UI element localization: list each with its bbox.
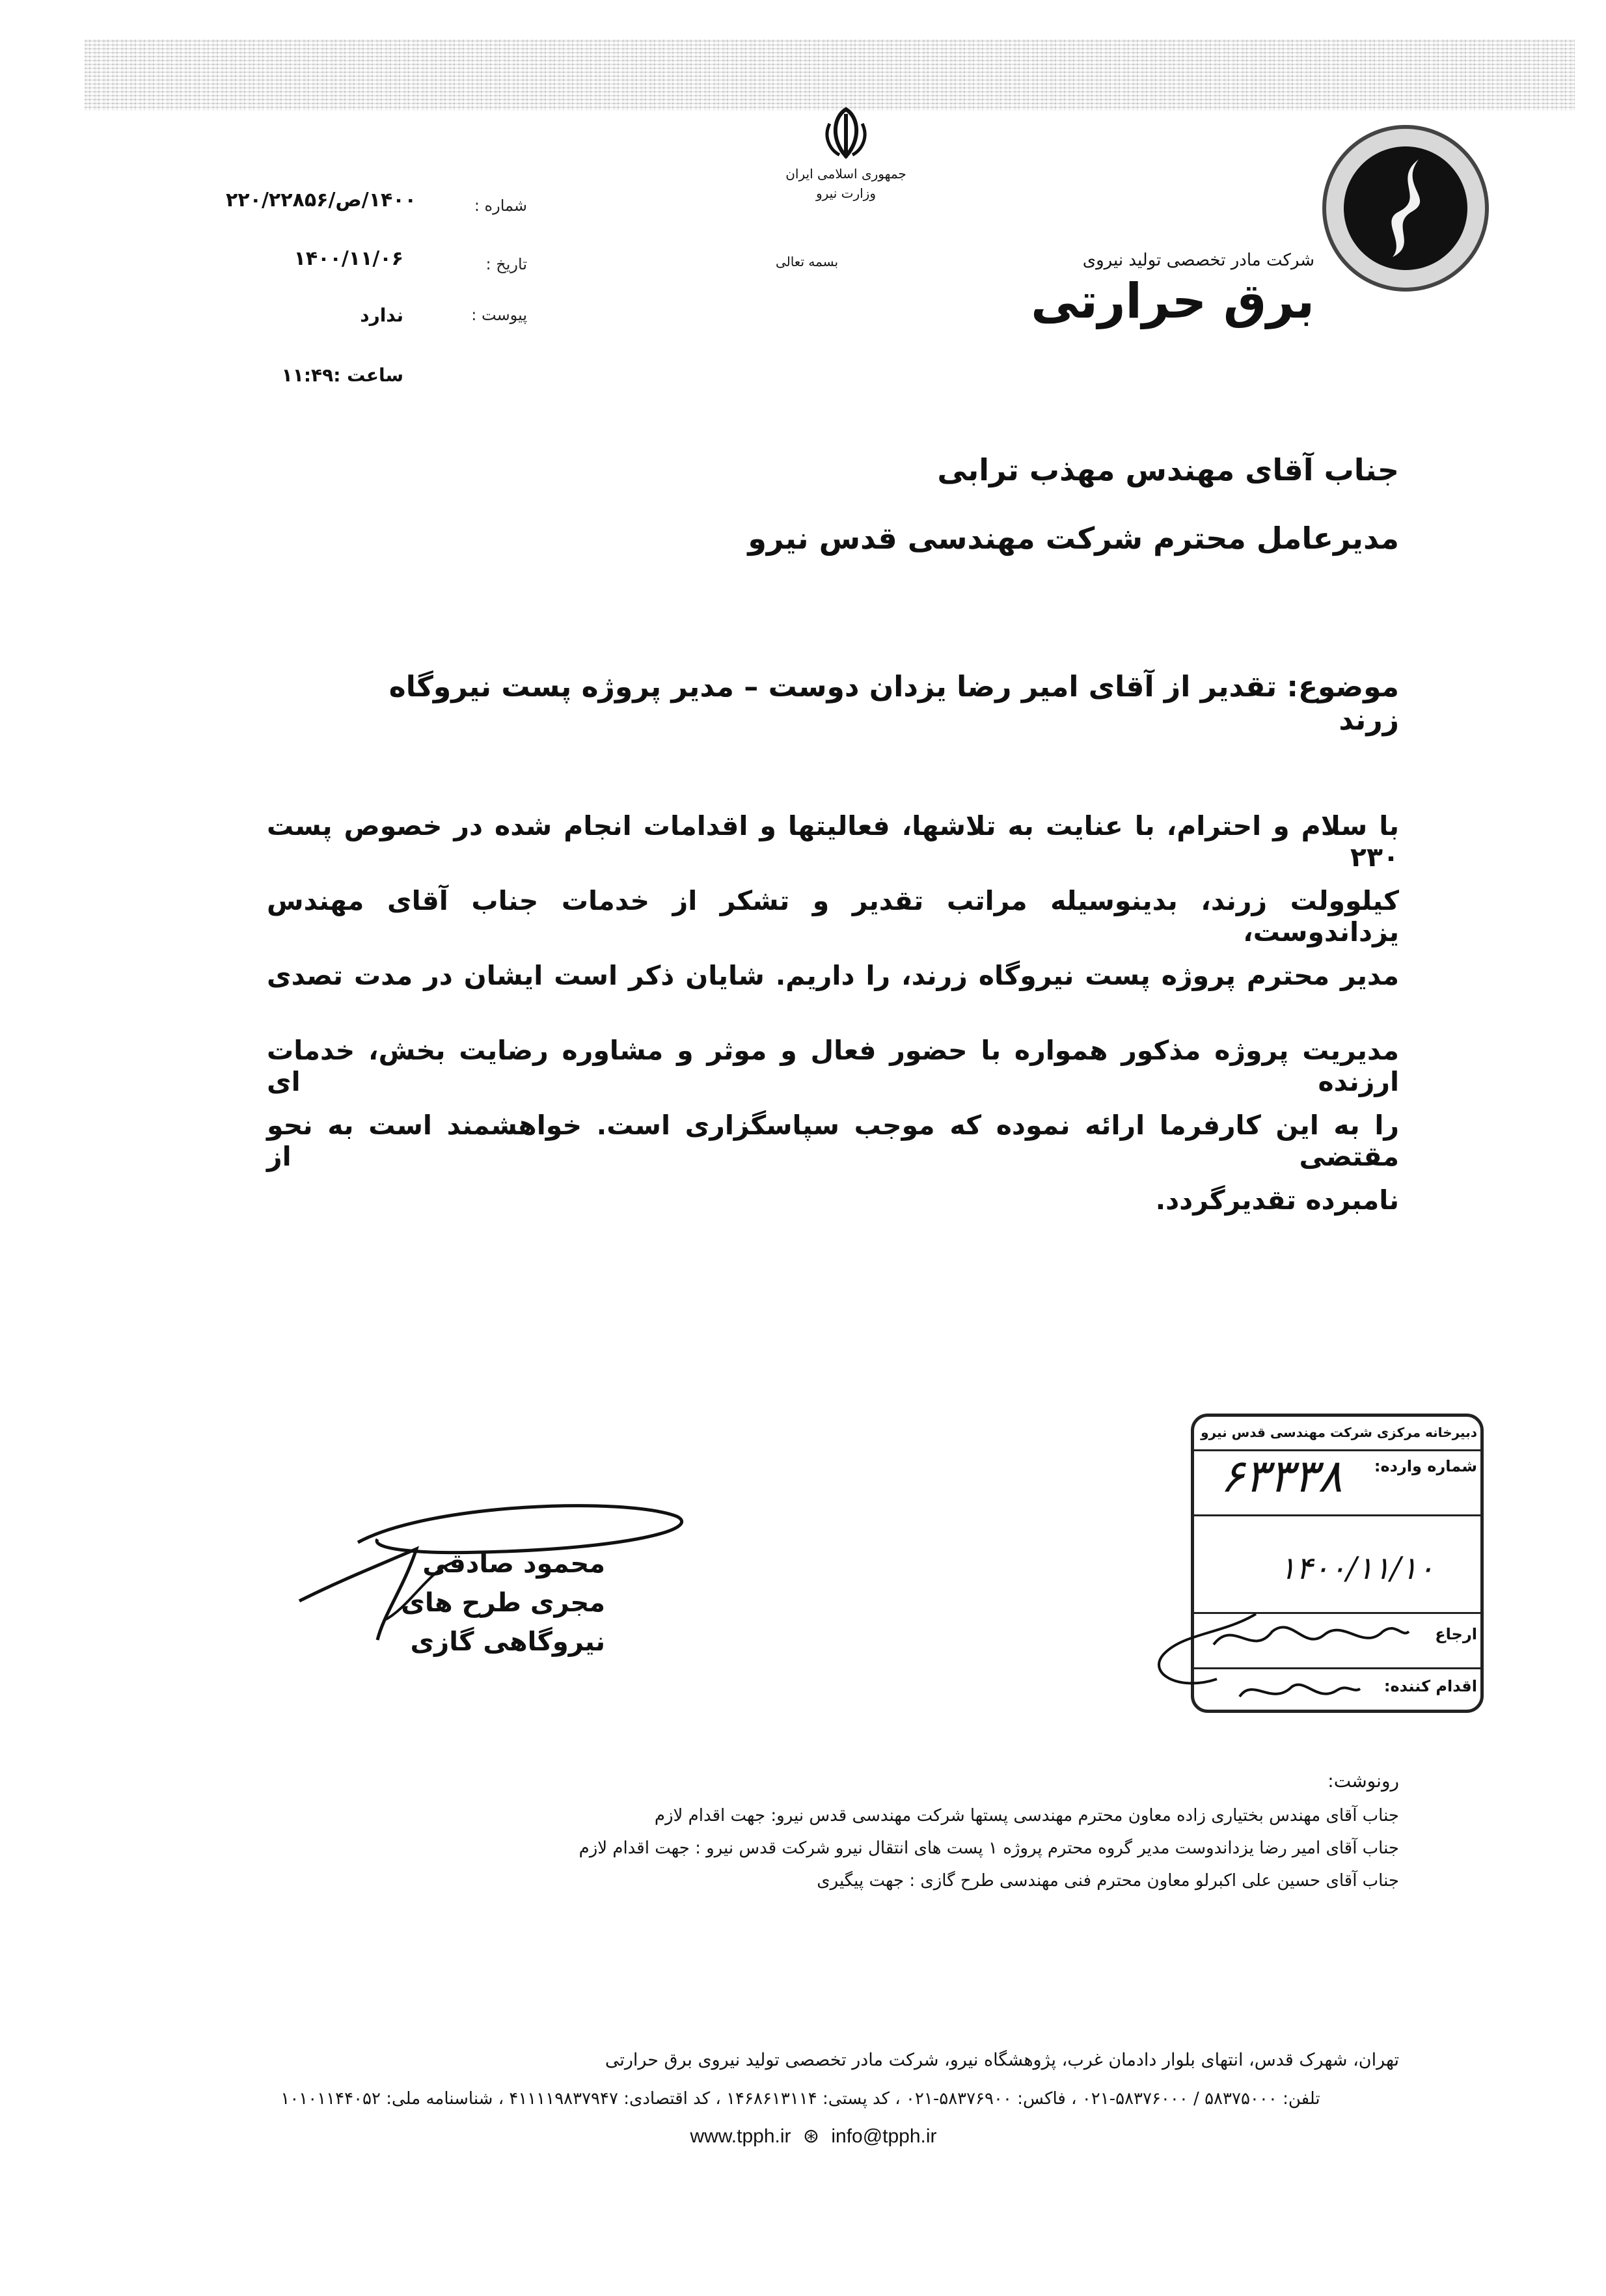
emblem-caption-2: وزارت نیرو bbox=[815, 185, 876, 201]
body-line-6: نامبرده تقدیرگردد. bbox=[1155, 1184, 1399, 1216]
footer-web[interactable]: www.tpph.ir bbox=[690, 2125, 791, 2147]
stamp-office: دبیرخانه مرکزی شرکت مهندسی قدس نیرو bbox=[1201, 1425, 1477, 1440]
body-line-5: را به این کارفرما ارائه نموده که موجب سپاسگزاری است. خواهشمند است به نحو مقتضی از bbox=[267, 1110, 1399, 1172]
body-line-4: مدیریت پروژه مذکور همواره با حضور فعال و موثر و مشاوره رضایت بخش، خدمات ارزنده ای bbox=[267, 1035, 1399, 1097]
number-label: شماره : bbox=[474, 197, 527, 215]
recipient-line-1: جناب آقای مهندس مهذب ترابی bbox=[937, 452, 1399, 487]
stamp-incoming-value: ۶۳۳۳۸ bbox=[1220, 1449, 1342, 1503]
emblem-icon bbox=[817, 104, 875, 163]
time-value: ساعت :۱۱:۴۹ bbox=[281, 364, 403, 386]
footer-address: تهران، شهرک قدس، انتهای بلوار دادمان غرب، پژوهشگاه نیرو، شرکت مادر تخصصی تولید نیروی برق حرارتی bbox=[605, 2050, 1399, 2070]
company-logo-icon bbox=[1321, 114, 1490, 303]
attachment-label: پیوست : bbox=[471, 306, 527, 324]
date-value: ۱۴۰۰/۱۱/۰۶ bbox=[293, 247, 403, 270]
cc-line-3: جناب آقای حسین علی اکبرلو معاون محترم فنی مهندسی طرح گازی : جهت پیگیری bbox=[817, 1871, 1399, 1891]
stamp-divider-2 bbox=[1194, 1514, 1480, 1516]
footer-separator-icon: ⊛ bbox=[802, 2125, 819, 2147]
footer-web-row bbox=[586, 2125, 1041, 2148]
subject-line: موضوع: تقدیر از آقای امیر رضا یزدان دوست – مدیر پروژه پست نیروگاه زرند bbox=[388, 670, 1399, 737]
recipient-line-2: مدیرعامل محترم شرکت مهندسی قدس نیرو bbox=[748, 521, 1399, 556]
stamp-margin-scribble-icon bbox=[1126, 1607, 1269, 1699]
cc-line-1: جناب آقای مهندس بختیاری زاده معاون محترم مهندسی پستها شرکت مهندسی قدس نیرو: جهت اقدام لازم bbox=[654, 1806, 1399, 1825]
body-line-2: کیلوولت زرند، بدینوسیله مراتب تقدیر و تشکر از خدمات جناب آقای مهندس یزداندوست، bbox=[267, 885, 1399, 948]
cc-line-2: جناب آقای امیر رضا یزداندوست مدیر گروه محترم پروژه ۱ پست های انتقال نیرو شرکت قدس نیرو : جهت اقدام لازم bbox=[578, 1838, 1399, 1858]
body-line-1: با سلام و احترام، با عنایت به تلاشها، فعالیتها و اقدامات انجام شده در خصوص پست ۲۳۰ bbox=[267, 810, 1399, 873]
body-line-3: مدیر محترم پروژه پست نیروگاه زرند، را داریم. شایان ذکر است ایشان در مدت تصدی bbox=[267, 960, 1399, 991]
number-value: ۱۴۰۰/ص/۲۲۰/۲۲۸۵۶ bbox=[226, 189, 416, 212]
footer-contact: تلفن: ۵۸۳۷۵۰۰۰ / ۵۸۳۷۶۰۰۰-۰۲۱ ، فاکس: ۵۸۳۷۶۹۰۰-۰۲۱ ، کد پستی: ۱۴۶۸۶۱۳۱۱۴ ، کد اقتصادی: ۴۱۱۱۱۹۸۳۷۹۴۷ ، شناسنامه ملی: ۱۰۱۰۱۱۴۴۰۵۲ bbox=[280, 2089, 1320, 2109]
stamp-incoming-label: شماره وارده: bbox=[1374, 1457, 1477, 1475]
signatory-name: محمود صادقی bbox=[422, 1549, 605, 1579]
invocation: بسمه تعالی bbox=[775, 254, 839, 269]
cc-title: رونوشت: bbox=[1327, 1770, 1399, 1792]
company-name: برق حرارتی bbox=[1031, 273, 1314, 329]
emblem-caption-1: جمهوری اسلامی ایران bbox=[785, 166, 906, 182]
scan-noise-overlay bbox=[85, 39, 1575, 111]
stamp-date-value: ۱۴۰۰/۱۱/۱۰ bbox=[1279, 1550, 1435, 1587]
signatory-title-2: نیروگاهی گازی bbox=[410, 1627, 605, 1657]
stamp-referral-label: ارجاع bbox=[1435, 1625, 1477, 1643]
company-descriptor: شرکت مادر تخصصی تولید نیروی bbox=[1082, 251, 1314, 270]
footer-email[interactable]: info@tpph.ir bbox=[831, 2125, 937, 2147]
stamp-action-label: اقدام کننده: bbox=[1383, 1677, 1477, 1695]
attachment-value: ندارد bbox=[360, 305, 403, 326]
signatory-title-1: مجری طرح های bbox=[401, 1588, 605, 1618]
date-label: تاریخ : bbox=[485, 255, 527, 273]
